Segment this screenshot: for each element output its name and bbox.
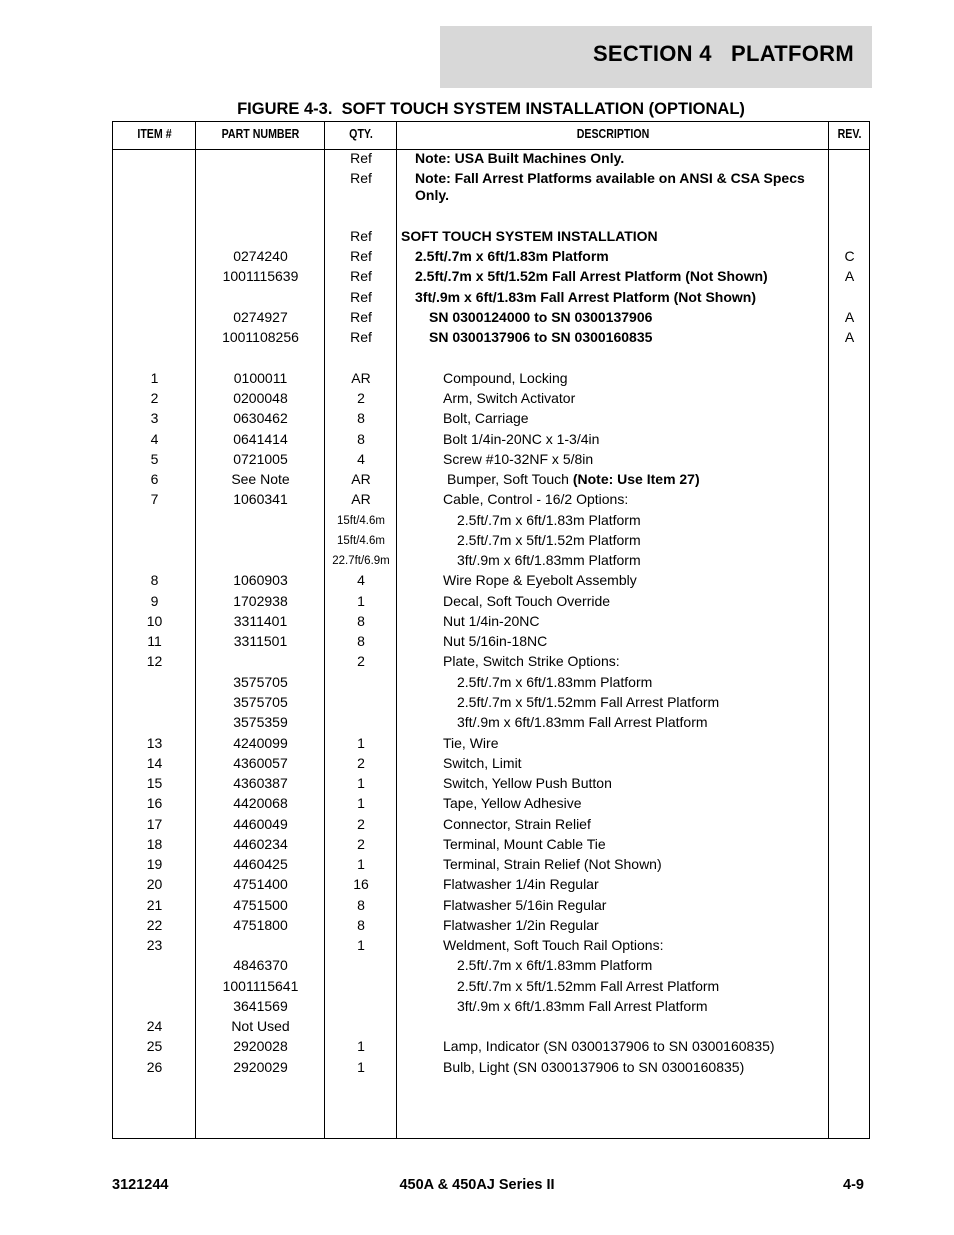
item-number: 11 — [147, 633, 162, 649]
item-number: 10 — [146, 613, 163, 629]
quantity: 1 — [357, 856, 365, 872]
description-text: 2.5ft/.7m x 6ft/1.83m Platform — [457, 512, 641, 528]
description — [443, 897, 819, 914]
description — [443, 431, 819, 448]
description — [457, 532, 819, 549]
quantity: 8 — [357, 633, 365, 649]
description — [443, 937, 819, 954]
description — [443, 410, 819, 427]
description-text: Compound, Locking — [443, 370, 568, 386]
part-number: 1060341 — [233, 491, 288, 507]
item-number: 23 — [146, 937, 163, 953]
description — [443, 572, 819, 589]
description-text: 3ft/.9m x 6ft/1.83m Fall Arrest Platform (Not Shown) — [415, 289, 756, 305]
item-number: 8 — [150, 572, 159, 588]
description-text: Note: Fall Arrest Platforms available on ANSI & CSA Specs Only. — [415, 170, 805, 203]
quantity: 4 — [357, 451, 365, 467]
footer-page-number: 4-9 — [843, 1177, 864, 1193]
part-number: 4360387 — [233, 775, 288, 791]
description-text: Arm, Switch Activator — [443, 390, 576, 406]
description-text: Wire Rope & Eyebolt Assembly — [443, 572, 637, 588]
description — [443, 491, 819, 508]
quantity: Ref — [350, 268, 372, 284]
part-number: 3575705 — [233, 674, 288, 690]
description-text: Plate, Switch Strike Options: — [443, 653, 620, 669]
quantity: 1 — [357, 735, 365, 751]
description-text: Screw #10-32NF x 5/8in — [443, 451, 594, 467]
description-note: (Note: Use Item 27) — [572, 471, 700, 487]
part-number: 0274240 — [233, 248, 288, 264]
part-number: 1060903 — [233, 572, 288, 588]
description — [457, 694, 819, 711]
description — [457, 714, 819, 731]
quantity: 1 — [357, 1038, 365, 1054]
part-number: 3575359 — [233, 714, 288, 730]
item-number: 21 — [146, 897, 163, 913]
part-number: 4751400 — [233, 876, 288, 892]
item-number: 26 — [146, 1059, 163, 1075]
quantity: 8 — [357, 613, 365, 629]
item-number: 13 — [146, 735, 163, 751]
item-number: 20 — [146, 876, 163, 892]
item-number: 1 — [150, 370, 159, 386]
description-text: Nut 1/4in-20NC — [443, 613, 540, 629]
quantity: 4 — [357, 572, 365, 588]
quantity: 2 — [357, 390, 365, 406]
description-text: 2.5ft/.7m x 5ft/1.52mm Fall Arrest Platform — [457, 978, 720, 994]
quantity: 1 — [357, 937, 365, 953]
description — [457, 978, 819, 995]
description-text: Weldment, Soft Touch Rail Options: — [443, 937, 664, 953]
quantity: 2 — [357, 755, 365, 771]
item-number: 2 — [150, 390, 159, 406]
item-number: 18 — [146, 836, 163, 852]
part-number: 3311501 — [233, 633, 288, 649]
part-number: 0274927 — [233, 309, 288, 325]
item-number: 14 — [146, 755, 163, 771]
part-number: 0100011 — [233, 370, 288, 386]
item-number: 7 — [150, 491, 159, 507]
part-number: 1001108256 — [222, 329, 299, 345]
description — [443, 856, 819, 873]
item-number: 25 — [146, 1038, 163, 1054]
quantity: Ref — [350, 228, 372, 244]
footer-document-number: 3121244 — [112, 1177, 169, 1193]
description-text: Tape, Yellow Adhesive — [443, 795, 582, 811]
quantity: 22.7ft/6.9m — [332, 555, 390, 567]
description — [443, 1038, 819, 1055]
item-number: 22 — [146, 917, 163, 933]
description — [457, 552, 819, 569]
part-number: Not Used — [231, 1018, 290, 1034]
description-text: Note: USA Built Machines Only. — [415, 150, 625, 166]
quantity: 2 — [357, 836, 365, 852]
quantity: Ref — [350, 248, 372, 264]
quantity: 8 — [357, 431, 365, 447]
description-text: 2.5ft/.7m x 6ft/1.83mm Platform — [457, 674, 653, 690]
description — [401, 228, 819, 245]
description-text: 3ft/.9m x 6ft/1.83mm Fall Arrest Platform — [457, 714, 708, 730]
part-number: 4460234 — [233, 836, 288, 852]
quantity: 2 — [357, 816, 365, 832]
description — [443, 816, 819, 833]
description — [443, 876, 819, 893]
description — [443, 775, 819, 792]
part-number: 1001115641 — [222, 978, 299, 994]
quantity: 8 — [357, 410, 365, 426]
item-number: 5 — [150, 451, 159, 467]
description — [429, 309, 819, 326]
description-text: Nut 5/16in-18NC — [443, 633, 548, 649]
item-number: 12 — [146, 653, 163, 669]
item-number: 15 — [146, 775, 163, 791]
description-text: 2.5ft/.7m x 6ft/1.83m Platform — [415, 248, 609, 264]
description-text: Connector, Strain Relief — [443, 816, 591, 832]
part-number: 4360057 — [233, 755, 288, 771]
description-text: Decal, Soft Touch Override — [443, 593, 611, 609]
quantity: AR — [351, 491, 371, 507]
description-text: Switch, Yellow Push Button — [443, 775, 612, 791]
description — [443, 613, 819, 630]
revision: A — [844, 329, 855, 345]
item-number: 4 — [150, 431, 159, 447]
quantity: 2 — [357, 653, 365, 669]
description — [443, 795, 819, 812]
description-text: Flatwasher 1/4in Regular — [443, 876, 599, 892]
description-text: SOFT TOUCH SYSTEM INSTALLATION — [401, 228, 658, 244]
description — [415, 268, 819, 285]
description-text: Terminal, Mount Cable Tie — [443, 836, 606, 852]
description — [415, 150, 819, 167]
parts-table — [112, 121, 870, 1139]
description-text: Tie, Wire — [443, 735, 499, 751]
header-rev: REV. — [837, 127, 862, 141]
description-text: 2.5ft/.7m x 5ft/1.52m Fall Arrest Platform (Not Shown) — [415, 268, 768, 284]
section-header — [440, 26, 872, 88]
quantity: Ref — [350, 170, 372, 186]
part-number: 0630462 — [233, 410, 288, 426]
description-text: Lamp, Indicator (SN 0300137906 to SN 0300160835) — [443, 1038, 775, 1054]
description — [415, 289, 819, 306]
part-number: 4846370 — [233, 957, 288, 973]
description-text: SN 0300124000 to SN 0300137906 — [429, 309, 653, 325]
item-number: 9 — [150, 593, 159, 609]
description-text: 2.5ft/.7m x 6ft/1.83mm Platform — [457, 957, 653, 973]
description — [443, 653, 819, 670]
revision: C — [844, 248, 855, 264]
part-number: 3641569 — [233, 998, 288, 1014]
description — [443, 593, 819, 610]
item-number: 17 — [146, 816, 163, 832]
quantity: Ref — [350, 289, 372, 305]
description-text: Cable, Control - 16/2 Options: — [443, 491, 629, 507]
description-text: Bumper, Soft Touch — [447, 471, 573, 487]
description — [457, 957, 819, 974]
section-title: SECTION 4 PLATFORM — [592, 41, 854, 66]
part-number: 4460425 — [233, 856, 288, 872]
quantity: AR — [351, 471, 371, 487]
header-qty: QTY. — [349, 127, 373, 141]
description — [457, 512, 819, 529]
part-number: 4420068 — [233, 795, 288, 811]
part-number: 4751800 — [233, 917, 288, 933]
header-description: DESCRIPTION — [576, 127, 650, 141]
description — [443, 836, 819, 853]
description — [443, 370, 819, 387]
quantity: 1 — [357, 593, 365, 609]
quantity: 1 — [357, 1059, 365, 1075]
quantity: Ref — [350, 329, 372, 345]
description-text: SN 0300137906 to SN 0300160835 — [429, 329, 653, 345]
part-number: 1001115639 — [222, 268, 299, 284]
figure-title: FIGURE 4-3. SOFT TOUCH SYSTEM INSTALLATION (OPTIONAL) — [237, 100, 745, 118]
part-number: 3575705 — [233, 694, 288, 710]
description — [443, 633, 819, 650]
description — [429, 329, 819, 346]
item-number: 24 — [146, 1018, 163, 1034]
description-text: Flatwasher 5/16in Regular — [443, 897, 607, 913]
description-text: 2.5ft/.7m x 5ft/1.52m Platform — [457, 532, 641, 548]
item-number: 3 — [150, 410, 159, 426]
description — [415, 170, 819, 204]
quantity: 8 — [357, 917, 365, 933]
part-number: 4751500 — [233, 897, 288, 913]
description-text: 3ft/.9m x 6ft/1.83mm Fall Arrest Platform — [457, 998, 708, 1014]
quantity: 15ft/4.6m — [337, 535, 385, 547]
description-text: Bolt 1/4in-20NC x 1-3/4in — [443, 431, 600, 447]
part-number: 0641414 — [233, 431, 288, 447]
description-text: Switch, Limit — [443, 755, 522, 771]
quantity: 15ft/4.6m — [337, 515, 385, 527]
revision: A — [844, 309, 855, 325]
description — [443, 390, 819, 407]
quantity: AR — [351, 370, 371, 386]
part-number: 2920029 — [233, 1059, 288, 1075]
description — [443, 1059, 819, 1076]
quantity: 1 — [357, 795, 365, 811]
description — [457, 998, 819, 1015]
part-number: 4460049 — [233, 816, 288, 832]
quantity: Ref — [350, 150, 372, 166]
part-number: 0721005 — [233, 451, 288, 467]
description — [415, 248, 819, 265]
revision: A — [844, 268, 855, 284]
item-number: 6 — [150, 471, 159, 487]
part-number: 0200048 — [233, 390, 288, 406]
description — [443, 917, 819, 934]
description-text: Bolt, Carriage — [443, 410, 529, 426]
description — [447, 471, 819, 488]
description-text: 3ft/.9m x 6ft/1.83mm Platform — [457, 552, 641, 568]
part-number: 1702938 — [233, 593, 288, 609]
item-number: 19 — [146, 856, 163, 872]
footer-model: 450A & 450AJ Series II — [399, 1177, 555, 1193]
description-text: Terminal, Strain Relief (Not Shown) — [443, 856, 662, 872]
description — [443, 451, 819, 468]
quantity: 16 — [353, 876, 369, 892]
part-number: 4240099 — [233, 735, 288, 751]
description-text: Flatwasher 1/2in Regular — [443, 917, 599, 933]
header-part-number: PART NUMBER — [221, 127, 300, 141]
part-number: 3311401 — [233, 613, 288, 629]
description — [443, 735, 819, 752]
item-number: 16 — [146, 795, 163, 811]
description — [443, 755, 819, 772]
description-text: Bulb, Light (SN 0300137906 to SN 0300160835) — [443, 1059, 745, 1075]
part-number: See Note — [231, 471, 290, 487]
quantity: 1 — [357, 775, 365, 791]
description — [457, 674, 819, 691]
quantity: 8 — [357, 897, 365, 913]
description-text: 2.5ft/.7m x 5ft/1.52mm Fall Arrest Platform — [457, 694, 720, 710]
part-number: 2920028 — [233, 1038, 288, 1054]
quantity: Ref — [350, 309, 372, 325]
header-item: ITEM # — [137, 127, 172, 141]
